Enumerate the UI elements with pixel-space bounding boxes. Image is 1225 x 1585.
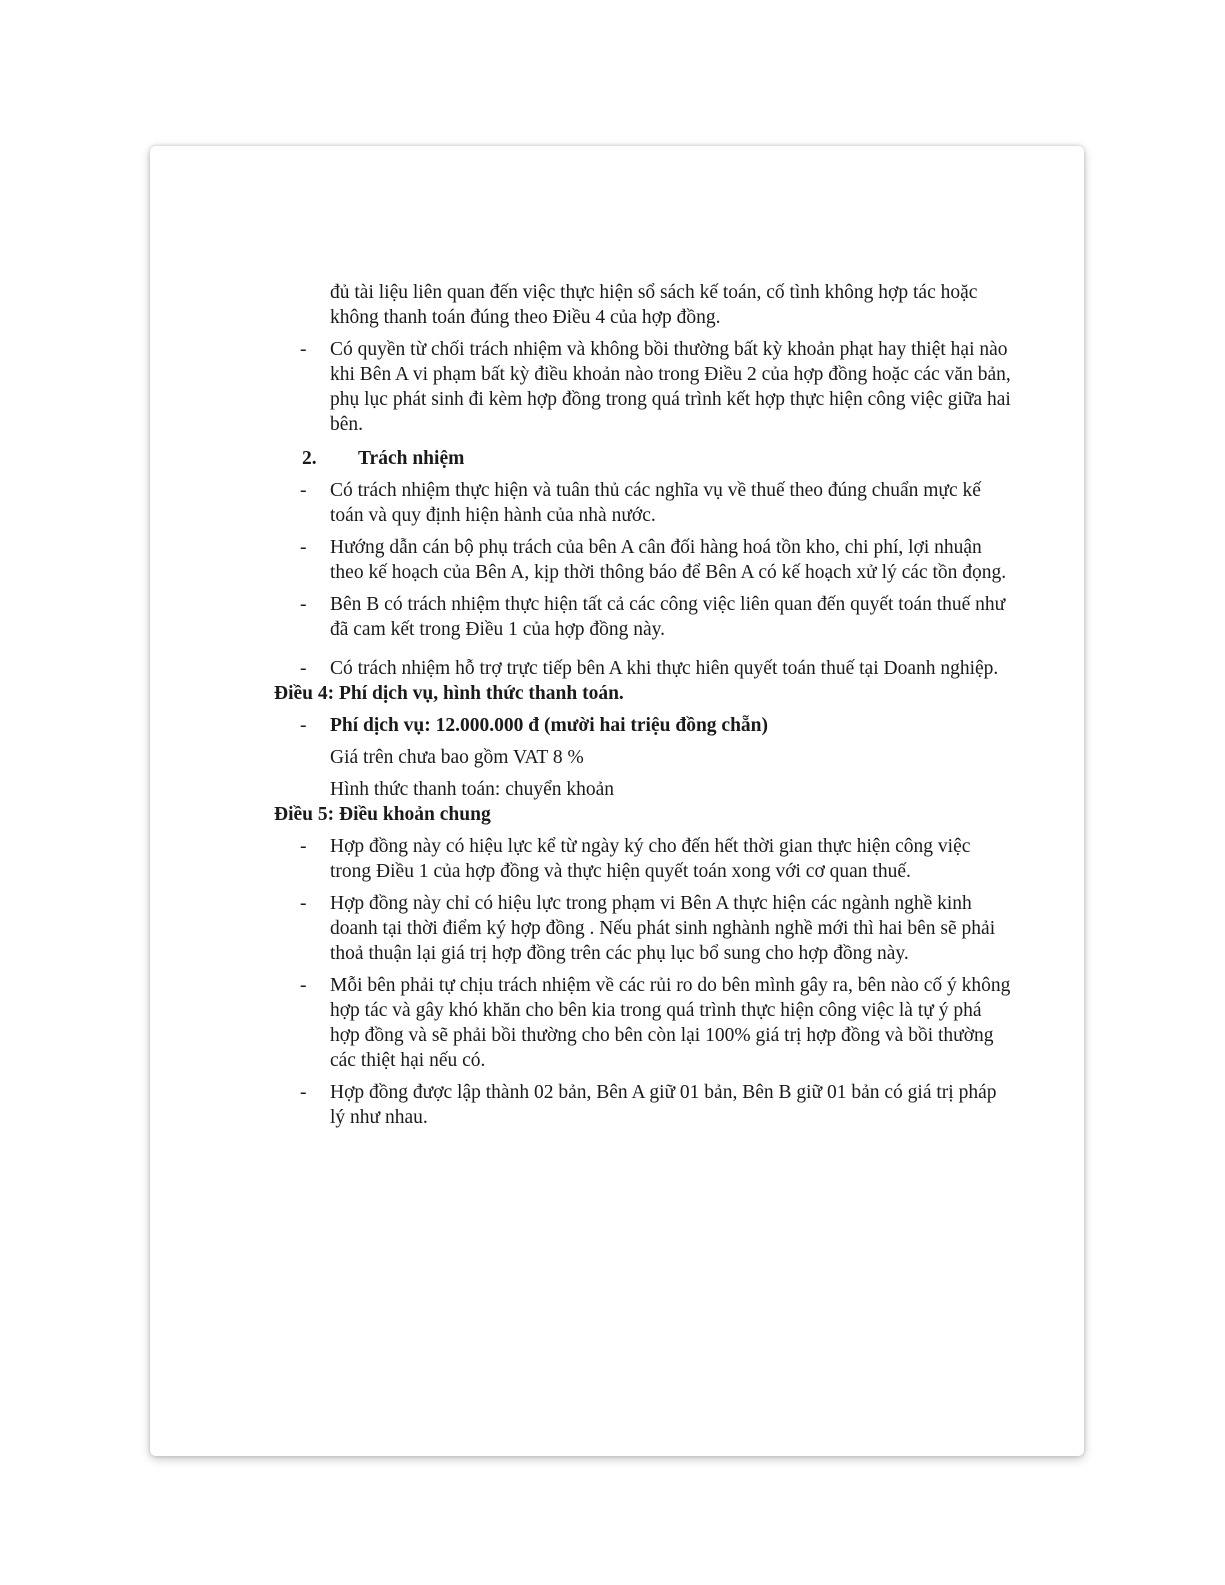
list-item: [274, 1080, 1014, 1130]
payment-method: Hình thức thanh toán: chuyển khoản: [330, 779, 615, 800]
list-item-text: Hợp đồng được lập thành 02 bản, Bên A giữ 01 bản, Bên B giữ 01 bản có giá trị pháp lý như nhau.: [330, 1082, 997, 1128]
document-page: [150, 146, 1084, 1456]
list-item-text: Mỗi bên phải tự chịu trách nhiệm về các rủi ro do bên mình gây ra, bên nào cố ý không hợp tác và gây khó khăn cho bên kia trong quá trình thực hiện công việc là tự ý phá hợp đồng và sẽ phải bồi thường cho bên còn lại 100% giá trị hợp đồng và bồi thường các thiệt hại nếu có.: [330, 975, 1011, 1071]
article-4-heading: Điều 4: Phí dịch vụ, hình thức thanh toán.: [274, 683, 624, 704]
section-heading: [274, 446, 1014, 471]
list-item: [274, 834, 1014, 884]
list-item: [274, 973, 1014, 1073]
bullet-dash: -: [300, 480, 307, 501]
list-item: [274, 535, 1014, 585]
section-number: 2.: [302, 448, 317, 469]
document-body: [274, 280, 1014, 1130]
paragraph-continuation: đủ tài liệu liên quan đến việc thực hiện sổ sách kế toán, cố tình không hợp tác hoặc không thanh toán đúng theo Điều 4 của hợp đồng.: [330, 282, 978, 328]
service-fee: Phí dịch vụ: 12.000.000 đ (mười hai triệu đồng chẵn): [330, 715, 769, 736]
list-item-text: Hướng dẫn cán bộ phụ trách của bên A cân đối hàng hoá tồn kho, chi phí, lợi nhuận theo kế hoạch của Bên A, kịp thời thông báo để Bên A có kế hoạch xử lý các tồn đọng.: [330, 537, 1007, 583]
bullet-dash: -: [300, 715, 307, 736]
list-item-text: Hợp đồng này có hiệu lực kể từ ngày ký cho đến hết thời gian thực hiện công việc trong Điều 1 của hợp đồng và thực hiện quyết toán xong với cơ quan thuế.: [330, 836, 971, 882]
list-item-text: Có trách nhiệm thực hiện và tuân thủ các nghĩa vụ về thuế theo đúng chuẩn mực kế toán và quy định hiện hành của nhà nước.: [330, 480, 981, 526]
bullet-dash: -: [300, 339, 307, 360]
bullet-dash: -: [300, 594, 307, 615]
bullet-dash: -: [300, 893, 307, 914]
list-item-text: Bên B có trách nhiệm thực hiện tất cả các công việc liên quan đến quyết toán thuế như đã cam kết trong Điều 1 của hợp đồng này.: [330, 594, 1006, 640]
bullet-dash: -: [300, 975, 307, 996]
article-5-heading: Điều 5: Điều khoản chung: [274, 804, 491, 825]
list-item-text: Hợp đồng này chỉ có hiệu lực trong phạm vi Bên A thực hiện các ngành nghề kinh doanh tại thời điểm ký hợp đồng . Nếu phát sinh nghành nghề mới thì hai bên sẽ phải thoả thuận lại giá trị hợp đồng trên các phụ lục bổ sung cho hợp đồng này.: [330, 893, 996, 964]
list-item: [274, 713, 1014, 738]
bullet-dash: -: [300, 537, 307, 558]
vat-note: Giá trên chưa bao gồm VAT 8 %: [330, 747, 584, 768]
list-item: [274, 337, 1014, 437]
bullet-dash: -: [300, 1082, 307, 1103]
list-item: [274, 478, 1014, 528]
list-item: [274, 656, 1014, 681]
list-item-text: Có quyền từ chối trách nhiệm và không bồi thường bất kỳ khoản phạt hay thiệt hại nào khi Bên A vi phạm bất kỳ điều khoản nào trong Điều 2 của hợp đồng hoặc các văn bản, phụ lục phát sinh đi kèm hợp đồng trong quá trình kết hợp thực hiện công việc giữa hai bên.: [330, 339, 1011, 435]
list-item-text: Có trách nhiệm hỗ trợ trực tiếp bên A khi thực hiên quyết toán thuế tại Doanh nghiệp.: [330, 658, 999, 679]
section-title: Trách nhiệm: [358, 448, 465, 469]
list-item: [274, 891, 1014, 966]
bullet-dash: -: [300, 836, 307, 857]
list-item: [274, 592, 1014, 642]
bullet-dash: -: [300, 658, 307, 679]
